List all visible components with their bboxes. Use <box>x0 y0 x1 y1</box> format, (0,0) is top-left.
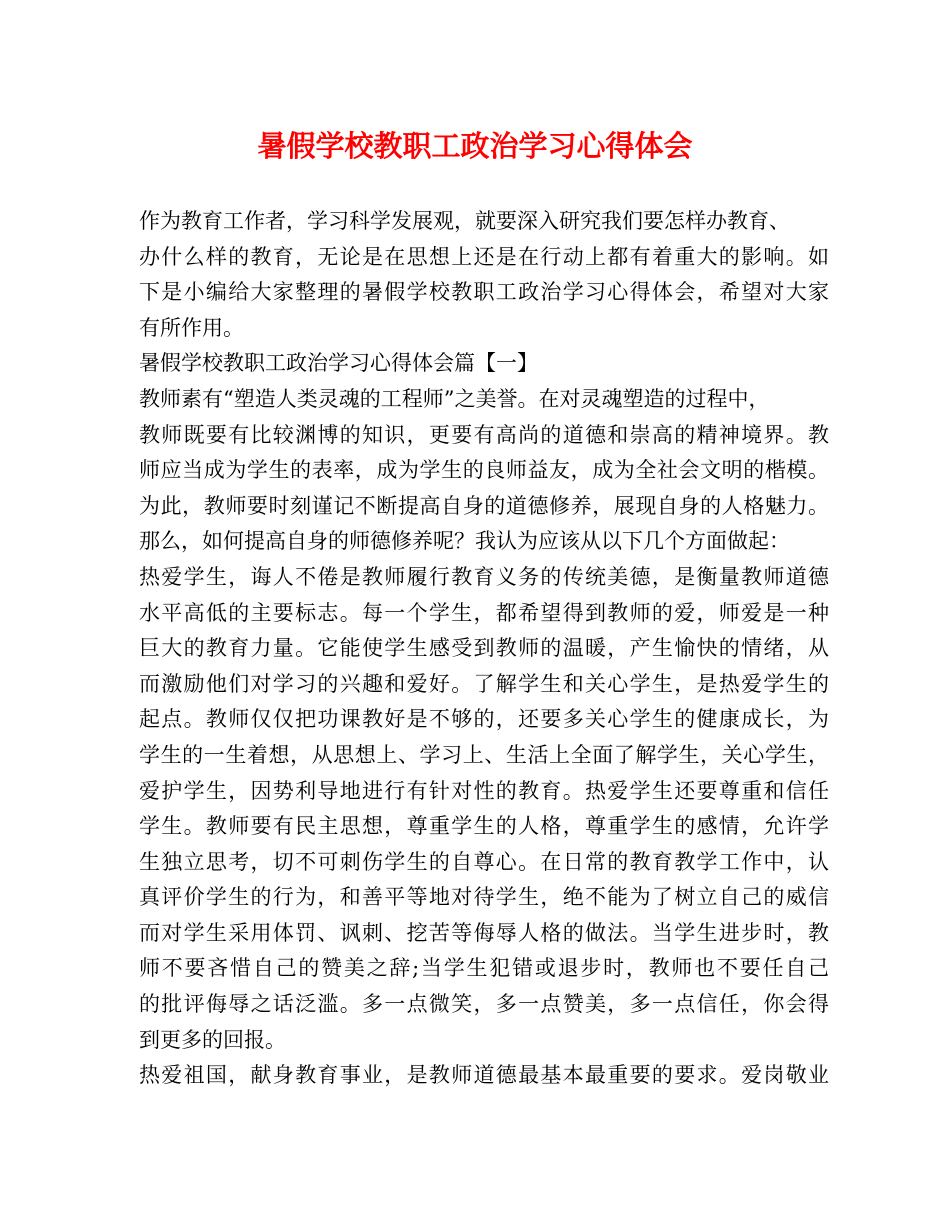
paragraph-line: 师不要吝惜自己的赞美之辞;当学生犯错或退步时，教师也不要任自己 <box>139 956 829 981</box>
paragraph-line: 学生。教师要有民主思想，尊重学生的人格，尊重学生的感情，允许学 <box>139 814 829 839</box>
paragraph-line: 热爱祖国，献身教育事业，是教师道德最基本最重要的要求。爱岗敬业 <box>139 1063 829 1088</box>
paragraph-line: 有所作用。 <box>139 315 244 340</box>
paragraph-line: 起点。教师仅仅把功课教好是不够的，还要多关心学生的健康成长，为 <box>139 707 829 732</box>
paragraph-line: 为此，教师要时刻谨记不断提高自身的道德修养，展现自身的人格魅力。 <box>139 493 829 518</box>
paragraph-line: 真评价学生的行为，和善平等地对待学生，绝不能为了树立自己的威信 <box>139 885 829 910</box>
paragraph-line: 办什么样的教育，无论是在思想上还是在行动上都有着重大的影响。如 <box>139 244 829 269</box>
paragraph-line: 下是小编给大家整理的暑假学校教职工政治学习心得体会，希望对大家 <box>139 280 829 305</box>
paragraph-line: 那么，如何提高自身的师德修养呢？我认为应该从以下几个方面做起： <box>139 529 790 554</box>
paragraph-line: 的批评侮辱之话泛滥。多一点微笑，多一点赞美，多一点信任，你会得 <box>139 992 829 1017</box>
paragraph-line: 师应当成为学生的表率，成为学生的良师益友，成为全社会文明的楷模。 <box>139 458 829 483</box>
paragraph-line: 学生的一生着想，从思想上、学习上、生活上全面了解学生，关心学生， <box>139 742 829 767</box>
paragraph-line: 热爱学生，诲人不倦是教师履行教育义务的传统美德，是衡量教师道德 <box>139 564 829 589</box>
paragraph-line: 水平高低的主要标志。每一个学生，都希望得到教师的爱，师爱是一种 <box>139 600 829 625</box>
paragraph-line: 暑假学校教职工政治学习心得体会篇【一】 <box>139 351 538 376</box>
paragraph-line: 而激励他们对学习的兴趣和爱好。了解学生和关心学生，是热爱学生的 <box>139 671 829 696</box>
paragraph-line: 教师素有“塑造人类灵魂的工程师”之美誉。在对灵魂塑造的过程中， <box>139 386 770 411</box>
paragraph-line: 作为教育工作者，学习科学发展观，就要深入研究我们要怎样办教育、 <box>139 209 790 233</box>
paragraph-line: 爱护学生，因势利导地进行有针对性的教育。热爱学生还要尊重和信任 <box>139 778 829 803</box>
paragraph-line: 生独立思考，切不可刺伤学生的自尊心。在日常的教育教学工作中，认 <box>139 849 829 874</box>
paragraph-line: 教师既要有比较渊博的知识，更要有高尚的道德和崇高的精神境界。教 <box>139 422 829 447</box>
paragraph-line: 巨大的教育力量。它能使学生感受到教师的温暖，产生愉快的情绪，从 <box>139 636 829 661</box>
document-title: 暑假学校教职工政治学习心得体会 <box>257 129 693 163</box>
document-body <box>139 204 829 1094</box>
paragraph-line: 而对学生采用体罚、讽刺、挖苦等侮辱人格的做法。当学生进步时，教 <box>139 920 829 945</box>
paragraph-line: 到更多的回报。 <box>139 1027 286 1052</box>
